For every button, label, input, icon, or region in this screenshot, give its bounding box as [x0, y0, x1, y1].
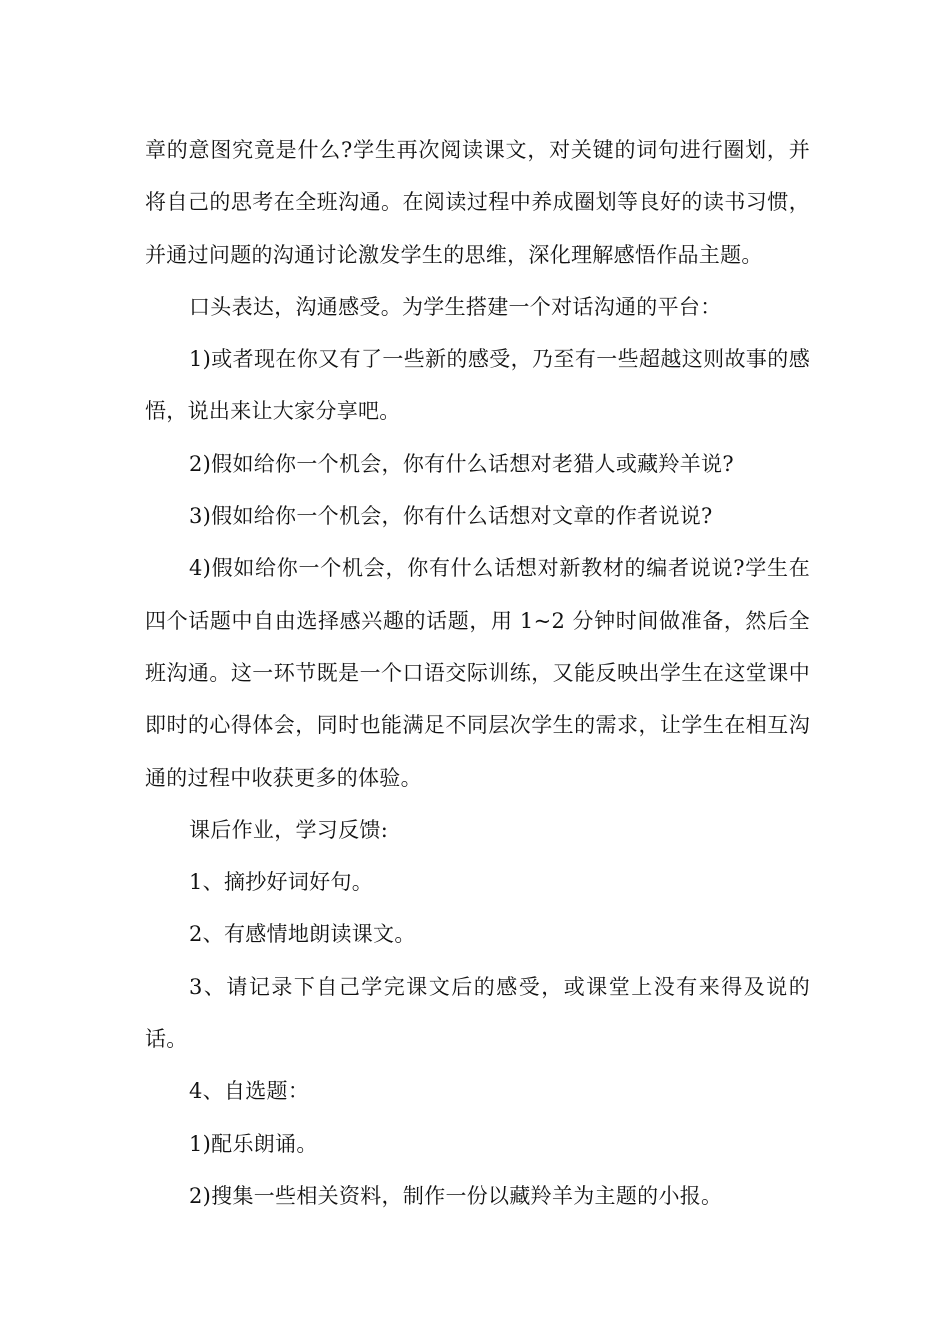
paragraph-4: 2)假如给你一个机会，你有什么话想对老猎人或藏羚羊说? — [189, 451, 734, 476]
paragraph-12: 1)配乐朗诵。 — [189, 1131, 318, 1156]
paragraph-11: 4、自选题： — [189, 1079, 310, 1104]
paragraph-6: 4)假如给你一个机会，你有什么话想对新教材的编者说说?学生在四个话题中自由选择感兴趣的话题，用 1~2 分钟时间做准备，然后全班沟通。这一环节既是一个口语交际训练，又能反映出学生在这堂课中即时的心得体会，同时也能满足不同层次学生的需求，让学生在相互沟通的过程中收获更多的体验。 — [145, 556, 810, 790]
paragraph-1: 章的意图究竟是什么?学生再次阅读课文，对关键的词句进行圈划，并将自己的思考在全班沟通。在阅读过程中养成圈划等良好的读书习惯，并通过问题的沟通讨论激发学生的思维，深化理解感悟作品主题。 — [145, 138, 810, 267]
paragraph-3: 1)或者现在你又有了一些新的感受，乃至有一些超越这则故事的感悟，说出来让大家分享吧。 — [145, 347, 810, 424]
paragraph-10: 3、请记录下自己学完课文后的感受，或课堂上没有来得及说的话。 — [145, 974, 810, 1052]
paragraph-13: 2)搜集一些相关资料，制作一份以藏羚羊为主题的小报。 — [189, 1183, 723, 1208]
paragraph-7: 课后作业，学习反馈: — [189, 817, 389, 842]
document-body — [145, 124, 810, 1222]
paragraph-5: 3)假如给你一个机会，你有什么话想对文章的作者说说? — [189, 504, 713, 529]
paragraph-9: 2、有感情地朗读课文。 — [189, 922, 416, 947]
paragraph-2: 口头表达，沟通感受。为学生搭建一个对话沟通的平台： — [189, 294, 722, 319]
paragraph-8: 1、摘抄好词好句。 — [189, 870, 374, 895]
